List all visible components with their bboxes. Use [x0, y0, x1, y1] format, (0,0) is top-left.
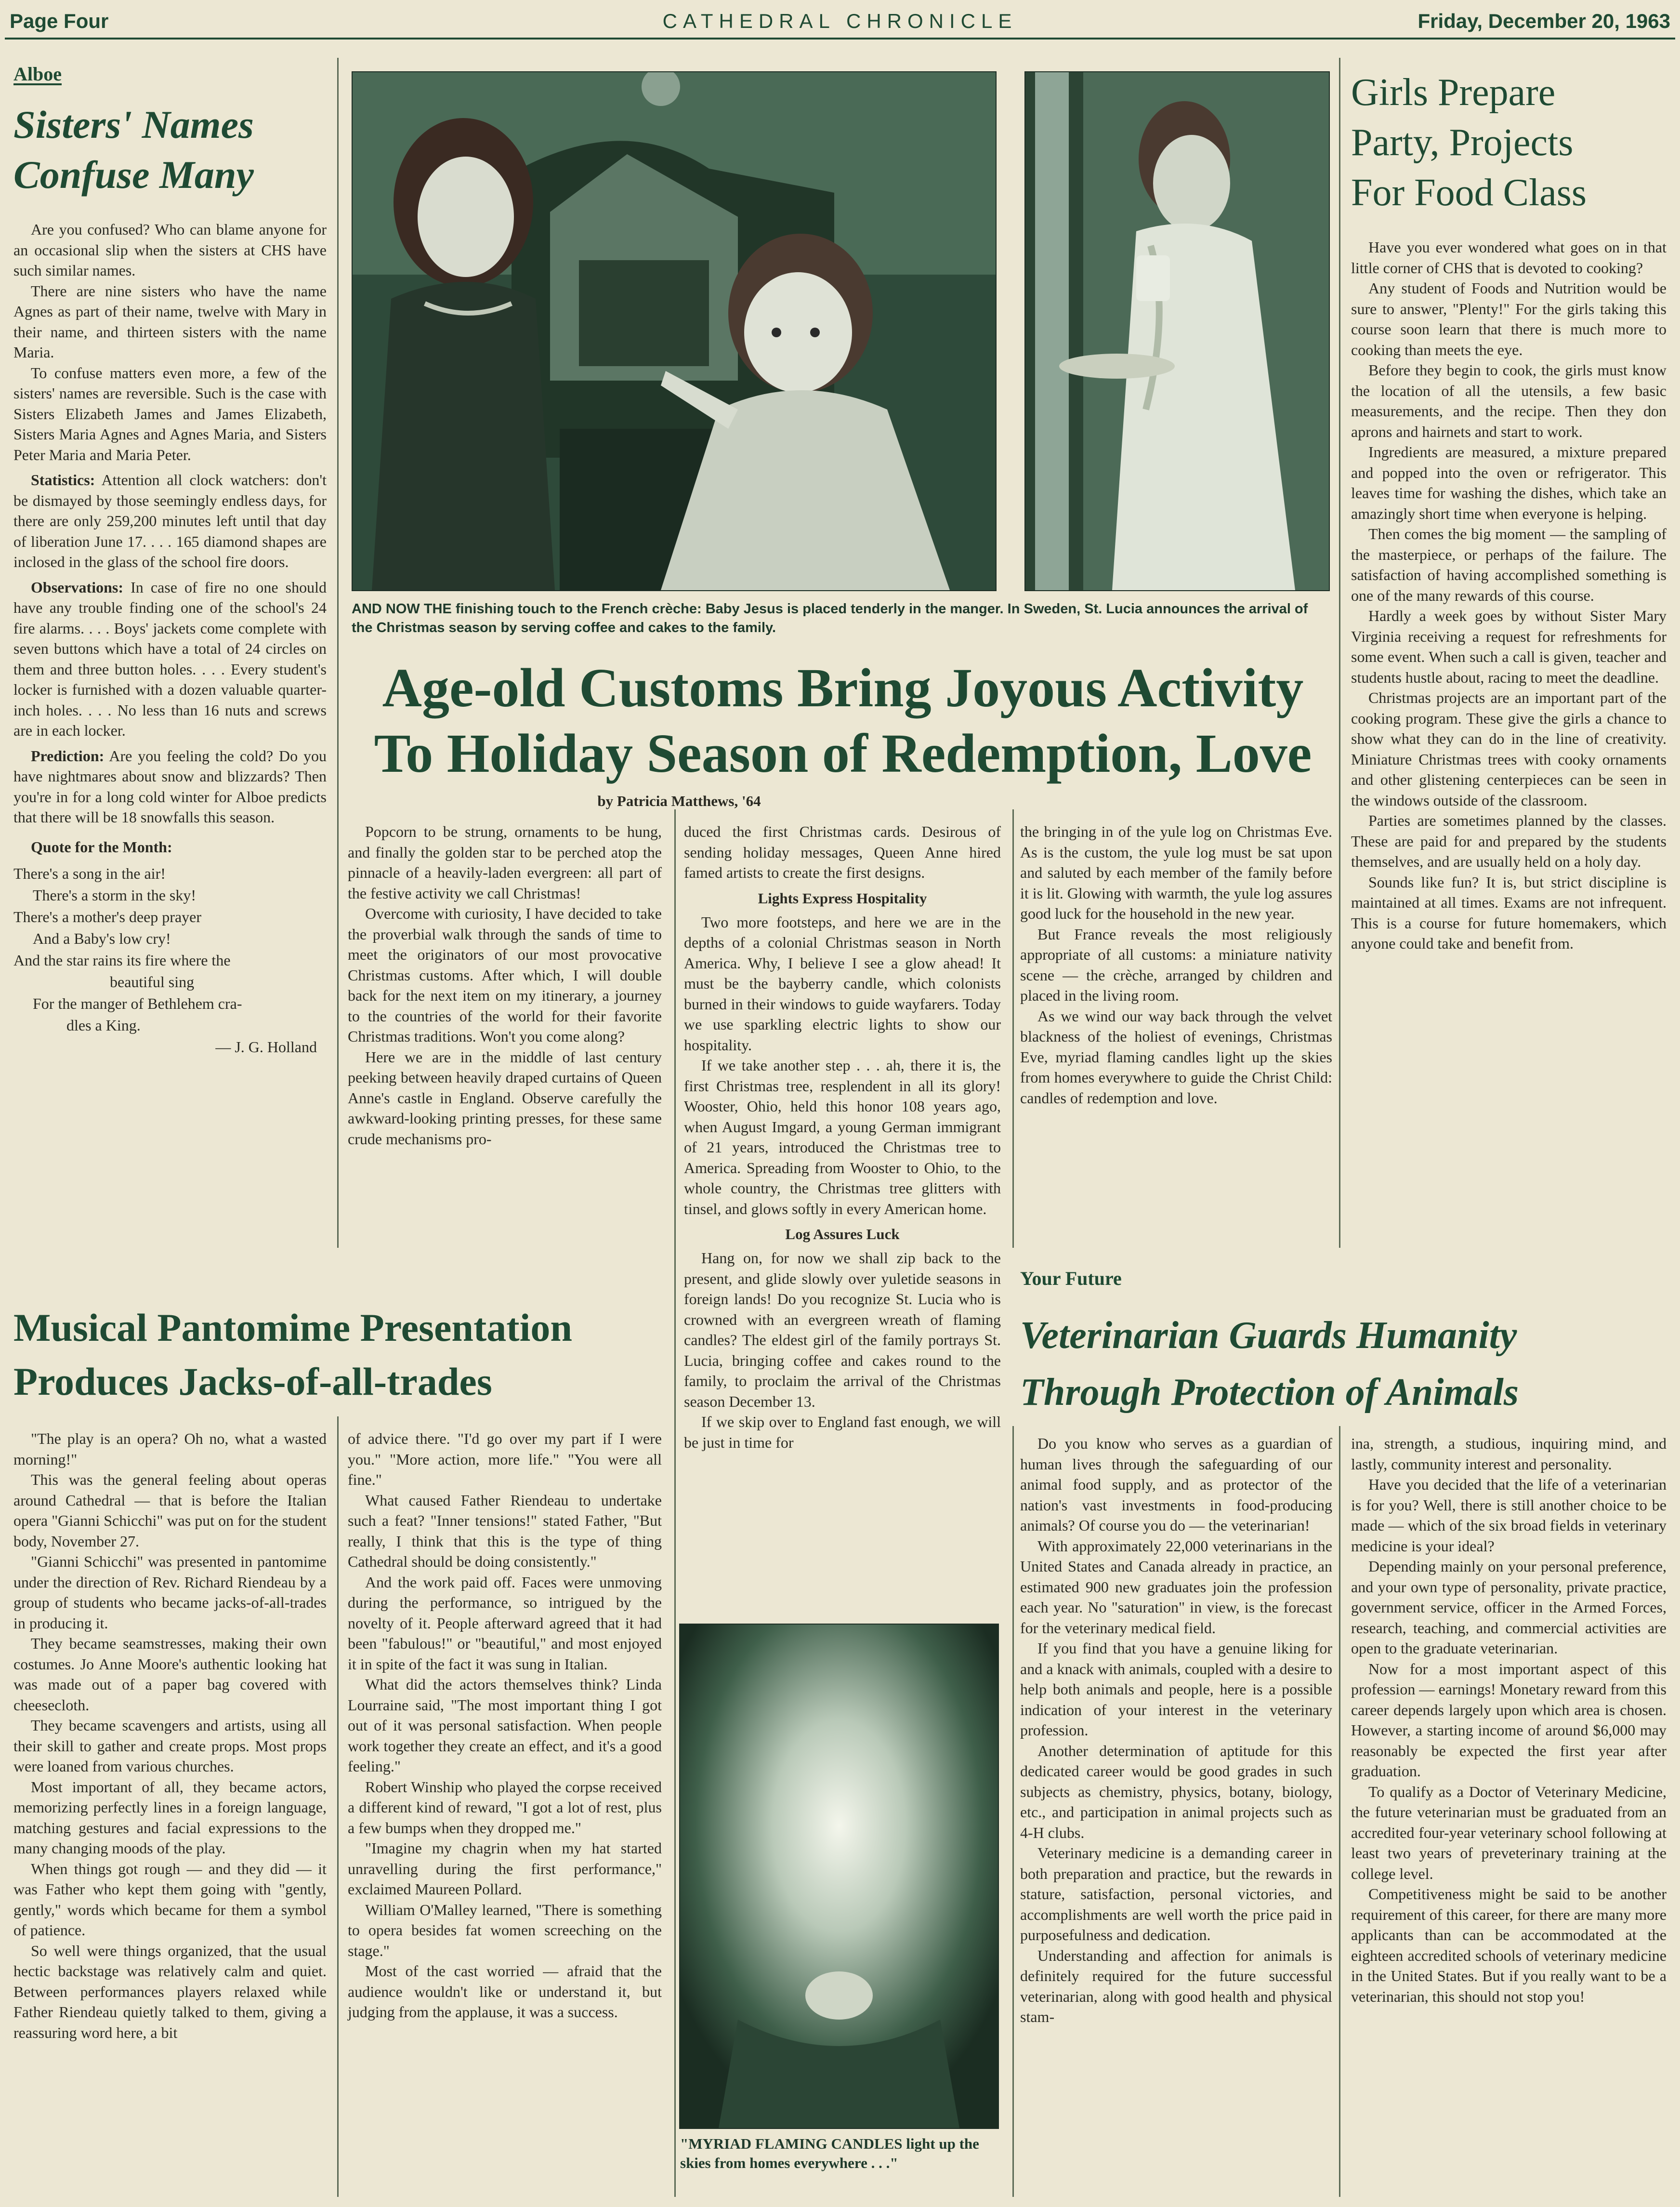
poem-line: And the star rains its fire where the	[13, 951, 231, 969]
pantomime-paragraph: "The play is an opera? Oh no, what a wasted morning!"	[13, 1430, 327, 1468]
vet-paragraph: ina, strength, a studious, inquiring mind, and lastly, community interest and personality.	[1351, 1435, 1667, 1473]
vet-paragraph: Another determination of aptitude for this dedicated career would be good grades in such subjects as chemistry, physics, botany, biology, etc., and participation in animal projects such as 4-H clubs.	[1020, 1742, 1332, 1841]
vet-paragraph: With approximately 22,000 veterinarians in the United States and Canada already in practice, an estimated 900 new graduates join the profession each year. No "saturation" in view, is the forecast for the veterinary medical field.	[1020, 1537, 1332, 1637]
food-headline-line: For Food Class	[1351, 172, 1587, 214]
pantomime-headline	[13, 1301, 669, 1409]
column-rule	[337, 58, 339, 1248]
issue-date: Friday, December 20, 1963	[1418, 10, 1670, 32]
food-headline-line: Party, Projects	[1351, 121, 1574, 164]
customs-paragraph: If we skip over to England fast enough, we will be just in time for	[684, 1413, 1001, 1451]
alboe-kicker: Alboe	[13, 63, 62, 85]
vet-headline-1: Veterinarian Guards Humanity	[1020, 1314, 1517, 1357]
paper-name: CATHEDRAL CHRONICLE	[662, 10, 1018, 32]
column-rule	[1012, 809, 1014, 1248]
pantomime-paragraph: Most important of all, they became actors, memorizing perfectly lines in a foreign language, matching gestures and facial expressions to the many changing moods of the play.	[13, 1778, 327, 1857]
poem-line: dles a King.	[66, 1016, 141, 1034]
lucia-photo-illustration	[1025, 72, 1329, 590]
food-paragraph: Christmas projects are an important part of the cooking program. These give the girls a chance to show what they can do in the line of creativity. Miniature Christmas trees with cooky ornaments and other glistening centerpieces can be seen in the windows outside of the classroom.	[1351, 689, 1667, 809]
vet-paragraph: To qualify as a Doctor of Veterinary Medicine, the future veterinarian must be graduated from an accredited four-year veterinary school following at least two years of preveterinary training at the college level.	[1351, 1783, 1667, 1882]
statistics-lead: Statistics:	[31, 471, 95, 489]
poem-line: There's a mother's deep prayer	[13, 908, 202, 925]
pantomime-paragraph: This was the general feeling about operas around Cathedral — that is before the Italian opera "Gianni Schicchi" was put on for the student body, November 27.	[13, 1471, 327, 1550]
pantomime-paragraph: Robert Winship who played the corpse received a different kind of reward, "I got a lot of rest, plus a few bumps when they dropped me."	[348, 1778, 662, 1837]
column-rule	[1339, 58, 1340, 1248]
customs-column-3	[1020, 821, 1332, 1108]
quote-title: Quote for the Month:	[31, 838, 172, 856]
alboe-paragraph: To confuse matters even more, a few of the sisters' names are reversible. Such is the case with Sisters Elizabeth James and James Elizabeth, Sisters Maria Agnes and Agnes Maria, and Sisters Peter Maria and Maria Peter.	[13, 364, 327, 463]
alboe-observations	[13, 577, 327, 741]
customs-headline-1: Age-old Customs Bring Joyous Activity	[382, 657, 1304, 718]
food-paragraph: Parties are sometimes planned by the classes. These are paid for and prepared by the students themselves, and are usually held on a holy day.	[1351, 812, 1667, 870]
vet-paragraph: Depending mainly on your personal preference, and your own type of personality, private practice, government service, officer in the Armed Forces, research, teaching, and commercial activities are open to the graduate veterinarian.	[1351, 1558, 1667, 1657]
customs-headline	[347, 655, 1339, 786]
prediction-text: Are you feeling the cold? Do you have nightmares about snow and blizzards? Then you're in for a long cold winter for Alboe predicts that there will be 18 snowfalls this season.	[13, 747, 327, 826]
pantomime-paragraph: So well were things organized, that the usual hectic backstage was relatively calm and quiet. Between performances players relaxed while Father Riendeau quietly talked to them, giving a reassuring word here, a bit	[13, 1942, 327, 2041]
food-class-headline	[1351, 67, 1667, 218]
poem-line: For the manger of Bethlehem cra-	[33, 994, 242, 1012]
column-rule	[337, 1416, 339, 2197]
pantomime-paragraph: William O'Malley learned, "There is something to opera besides fat women screeching on the stage."	[348, 1901, 662, 1959]
column-rule	[674, 809, 676, 2197]
alboe-column	[13, 63, 327, 1058]
alboe-prediction	[13, 746, 327, 828]
lucia-photo	[1024, 71, 1330, 591]
pantomime-column-1	[13, 1428, 327, 2043]
pantomime-paragraph: "Imagine my chagrin when my hat started unravelling during the first performance," exclaimed Maureen Pollard.	[348, 1839, 662, 1898]
food-paragraph: Ingredients are measured, a mixture prepared and popped into the oven or refrigerator. This leaves time for washing the dishes, which take an amazingly short time when everyone is helping.	[1351, 443, 1667, 522]
pantomime-paragraph: Most of the cast worried — afraid that the audience wouldn't like or understand it, but judging from the applause, it was a success.	[348, 1962, 662, 2021]
veterinarian-head	[1020, 1267, 1670, 1421]
pantomime-paragraph: They became scavengers and artists, using all their skill to gather and create props. Most props were loaned from various churches.	[13, 1717, 327, 1775]
food-paragraph: Sounds like fun? It is, but strict discipline is maintained at all times. Exams are not infrequent. This is a course for future homemakers, which anyone could take and benefit from.	[1351, 873, 1667, 952]
food-headline-line: Girls Prepare	[1351, 71, 1556, 114]
creche-photo-illustration	[353, 72, 996, 590]
vet-paragraph: Now for a most important aspect of this profession — earnings! Monetary reward from this career depends largely upon which area is chosen. However, a starting income of around $6,000 may reasonably be expected the first year after graduation.	[1351, 1660, 1667, 1780]
alboe-headline-1: Sisters' Names	[13, 103, 254, 146]
customs-paragraph: duced the first Christmas cards. Desirous of sending holiday messages, Queen Anne hired famed artists to create the first designs.	[684, 823, 1001, 881]
pantomime-paragraph: When things got rough — and they did — it was Father who kept them going with "gently, gently," words which became for them a symbol of patience.	[13, 1860, 327, 1939]
vet-headline-2: Through Protection of Animals	[1020, 1371, 1519, 1414]
customs-paragraph: Hang on, for now we shall zip back to the present, and glide slowly over yuletide seasons in foreign lands! Do you recognize St. Lucia who is crowned with an evergreen wreath of flaming candles? The eldest girl of the family portrays St. Lucia, bringing coffee and cakes round to the family, to proclaim the arrival of the Christmas season December 13.	[684, 1249, 1001, 1410]
customs-headline-2: To Holiday Season of Redemption, Love	[374, 723, 1312, 784]
food-paragraph: Have you ever wondered what goes on in that little corner of CHS that is devoted to cooking?	[1351, 238, 1667, 277]
vet-paragraph: Competitiveness might be said to be another requirement of this career, for there are many more applicants than can be accommodated at the eighteen accredited schools of veterinary medicine in the United States. But if you really want to be a veterinarian, this should not stop you!	[1351, 1885, 1667, 2005]
pantomime-headline-1: Musical Pantomime Presentation	[13, 1306, 572, 1349]
customs-paragraph: But France reveals the most religiously appropriate of all customs: a miniature nativity scene — the crèche, arranged by children and placed in the living room.	[1020, 925, 1332, 1004]
candle-photo-illustration	[680, 1625, 998, 2128]
caption-text: finishing touch to the French crèche: Baby Jesus is placed tenderly in the manger. In Sweden, St. Lucia announces the arrival of the Christmas season by serving coffee and cakes to the family.	[352, 601, 1308, 635]
pantomime-paragraph: "Gianni Schicchi" was presented in pantomime under the direction of Rev. Richard Riendeau by a group of students who became jacks-of-all-trades in producing it.	[13, 1553, 327, 1632]
caption-lead: AND NOW THE	[352, 601, 452, 617]
customs-byline: by Patricia Matthews, '64	[597, 793, 761, 809]
top-rule	[5, 38, 1675, 40]
customs-paragraph: the bringing in of the yule log on Christmas Eve. As is the custom, the yule log must be sat upon and saluted by each member of the family before it is lit. Glowing with warmth, the yule log assures good luck for the household in the new year.	[1020, 823, 1332, 922]
creche-photo	[352, 71, 997, 591]
pantomime-paragraph: What caused Father Riendeau to undertake such a feat? "Inner tensions!" stated Father, "But really, I think that this is the type of thing Cathedral should be doing consistently."	[348, 1491, 662, 1570]
vet-column-1	[1020, 1433, 1332, 2027]
customs-column-2	[684, 821, 1001, 1453]
page-number: Page Four	[10, 10, 109, 32]
pantomime-paragraph: They became seamstresses, making their own costumes. Jo Anne Moore's authentic looking hat was made out of a paper bag covered with cheesecloth.	[13, 1635, 327, 1714]
food-paragraph: Then comes the big moment — the sampling of the masterpiece, or perhaps of the failure. The satisfaction of having accomplished something is one of the many rewards of this course.	[1351, 525, 1667, 604]
customs-subhead-lights: Lights Express Hospitality	[758, 889, 927, 907]
vet-column-2	[1351, 1433, 1667, 2007]
customs-paragraph: Two more footsteps, and here we are in the depths of a colonial Christmas season in North America. Why, I believe I see a glow ahead! It must be the bayberry candle, which colonists burned in their windows to guide wayfarers. Today we use sparkling electric lights to show our hospitality.	[684, 913, 1001, 1054]
vet-paragraph: Do you know who serves as a guardian of human lives through the safeguarding of our animal food supply, and as protector of the nation's vast investments in food-producing animals? Of course you do — the veterinarian!	[1020, 1435, 1332, 1534]
customs-column-1	[348, 821, 662, 1149]
customs-paragraph: Here we are in the middle of last century peeking between heavily draped curtains of Queen Anne's castle in England. Observe carefully the awkward-looking printing presses, for these same crude mechanisms pro-	[348, 1048, 662, 1148]
vet-paragraph: Veterinary medicine is a demanding career in both preparation and practice, but the rewards in stature, satisfaction, personal victories, and accomplishments are well worth the price paid in purposefulness and dedication.	[1020, 1844, 1332, 1943]
food-class-column	[1351, 67, 1667, 954]
poem-line: There's a song in the air!	[13, 864, 166, 882]
poem-line: beautiful sing	[110, 973, 195, 991]
observations-lead: Observations:	[31, 578, 123, 596]
poem-line: There's a storm in the sky!	[33, 886, 197, 904]
customs-paragraph: As we wind our way back through the velvet blackness of the holiest of evenings, Christmas Eve, myriad flaming candles light up the skies from homes everywhere to guide the Christ Child: candles of redemption and love.	[1020, 1007, 1332, 1107]
pantomime-paragraph: of advice there. "I'd go over my part if I were you." "More action, more life." "You were all fine."	[348, 1430, 662, 1488]
vet-paragraph: If you find that you have a genuine liking for and a knack with animals, coupled with a desire to help both animals and people, here is a possible indication of your interest in the veterinary profession.	[1020, 1639, 1332, 1739]
column-rule	[1012, 1426, 1014, 2197]
food-paragraph: Hardly a week goes by without Sister Mary Virginia receiving a request for refreshments for some event. When such a call is given, teacher and students hustle about, racing to meet the deadline.	[1351, 607, 1667, 686]
pantomime-paragraph: What did the actors themselves think? Linda Lourraine said, "The most important thing I got out of it was personal satisfaction. When people work together they create an effect, and it's a good feeling."	[348, 1676, 662, 1775]
food-paragraph: Any student of Foods and Nutrition would be sure to answer, "Plenty!" For the girls taking this course soon learn that there is much more to cooking than meets the eye.	[1351, 279, 1667, 358]
alboe-headline-2: Confuse Many	[13, 153, 254, 197]
alboe-paragraph: There are nine sisters who have the name Agnes as part of their name, twelve with Mary in their name, and thirteen sisters with the name Maria.	[13, 282, 327, 361]
alboe-paragraph: Are you confused? Who can blame anyone for an occasional slip when the sisters at CHS have such similar names.	[13, 221, 327, 279]
vet-paragraph: Understanding and affection for animals is definitely required for the future successful veterinarian, along with good health and physical stam-	[1020, 1946, 1332, 2025]
customs-paragraph: Overcome with curiosity, I have decided to take the proverbial walk through the sands of time to meet the originators of our most provocative Christmas customs. After which, I will double back for the next item on my itinerary, a journey to the countries of the world for their favorite Christmas traditions. Won't you come along?	[348, 905, 662, 1045]
pantomime-paragraph: And the work paid off. Faces were unmoving during the performance, so intrigued by the novelty of it. People afterward agreed that it had been "fabulous!" or "beautiful," and most enjoyed it in spite of the fact it was sung in Italian.	[348, 1573, 662, 1673]
running-head	[10, 6, 1670, 36]
vet-kicker: Your Future	[1020, 1268, 1122, 1289]
poem	[13, 863, 327, 1058]
pantomime-headline-2: Produces Jacks-of-all-trades	[13, 1360, 492, 1403]
poem-attribution: — J. G. Holland	[215, 1038, 317, 1056]
statistics-text: Attention all clock watchers: don't be dismayed by those seemingly endless days, for there are only 259,200 minutes left until that day of liberation June 17. . . . 165 diamond shapes are inclosed in the glass of the school fire doors.	[13, 471, 327, 570]
alboe-statistics	[13, 470, 327, 572]
food-paragraph: Before they begin to cook, the girls must know the location of all the utensils, a few basic measurements, and the recipe. Then they don aprons and hairnets and start to work.	[1351, 361, 1667, 440]
vet-paragraph: Have you decided that the life of a veterinarian is for you? Well, there is still another choice to be made — which of the six broad fields in veterinary medicine is your ideal?	[1351, 1476, 1667, 1555]
observations-text: In case of fire no one should have any trouble finding one of the school's 24 fire alarms. . . . Boys' jackets come complete with seven buttons which have a total of 24 circles on them and three button holes. . . . Every student's locker is furnished with a dozen valuable quarter-inch holes. . . . No less than 16 nuts and screws are in each locker.	[13, 578, 327, 739]
candle-photo	[679, 1624, 999, 2129]
customs-subhead-log: Log Assures Luck	[785, 1226, 900, 1242]
customs-paragraph: If we take another step . . . ah, there it is, the first Christmas tree, resplendent in all its glory! Wooster, Ohio, held this honor 108 years ago, when August Imgard, a young German immigrant of 21 years, introduced the Christmas tree to America. Spreading from Wooster to Ohio, to the whole country, the Christmas tree glitters with tinsel, and glows softly in every American home.	[684, 1057, 1001, 1217]
customs-paragraph: Popcorn to be strung, ornaments to be hung, and finally the golden star to be perched atop the pinnacle of a heavily-laden evergreen: all part of the festive activity we call Christmas!	[348, 823, 662, 902]
creche-caption	[352, 600, 1329, 637]
pantomime-column-2	[348, 1428, 662, 2022]
poem-line: And a Baby's low cry!	[33, 929, 171, 947]
candle-caption: "MYRIAD FLAMING CANDLES light up the skies from homes everywhere . . ."	[680, 2135, 979, 2171]
column-rule	[1339, 1426, 1340, 2197]
prediction-lead: Prediction:	[31, 747, 105, 765]
